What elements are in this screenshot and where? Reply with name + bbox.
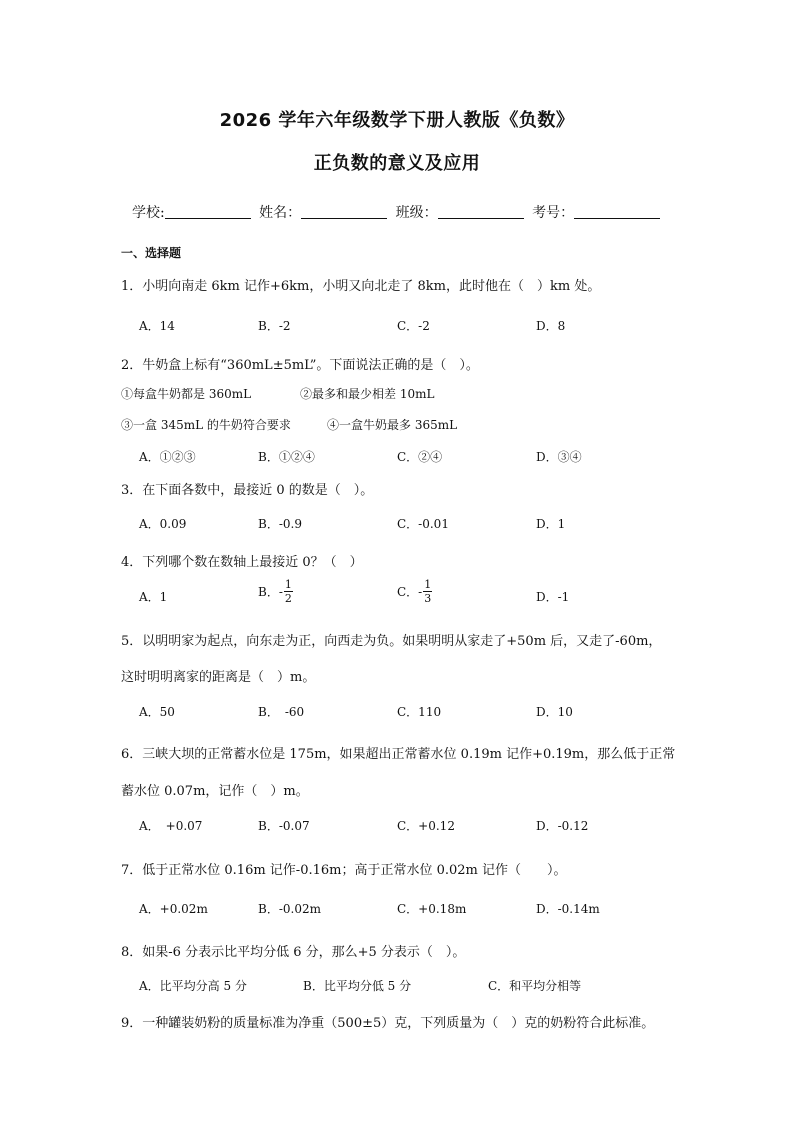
school-blank[interactable] bbox=[165, 204, 251, 219]
q2-option-d[interactable]: D．③④ bbox=[536, 450, 582, 464]
q3-option-c[interactable]: C．-0.01 bbox=[397, 517, 449, 531]
q2-option-a[interactable]: A．①②③ bbox=[139, 450, 196, 464]
section-title: 一、选择题 bbox=[121, 246, 182, 260]
name-label: 姓名： bbox=[259, 205, 302, 221]
q1-option-b[interactable]: B．-2 bbox=[258, 319, 291, 333]
q3-option-a[interactable]: A．0.09 bbox=[139, 517, 187, 531]
q4-option-a[interactable]: A．1 bbox=[139, 590, 168, 604]
q7-option-b[interactable]: B．-0.02m bbox=[258, 902, 321, 916]
question-1: 1．小明向南走 6km 记作+6km，小明又向北走了 8km，此时他在（ ）km 处。 bbox=[121, 279, 601, 294]
fraction bbox=[284, 578, 293, 605]
exam-number-blank[interactable] bbox=[574, 204, 660, 219]
q3-option-b[interactable]: B．-0.9 bbox=[258, 517, 302, 531]
q1-option-c[interactable]: C．-2 bbox=[397, 319, 430, 333]
fraction-denominator: 2 bbox=[284, 592, 292, 605]
q7-option-c[interactable]: C．+0.18m bbox=[397, 902, 467, 916]
q2-option-c[interactable]: C．②④ bbox=[397, 450, 443, 464]
question-5-line-1: 5．以明明家为起点，向东走为正，向西走为负。如果明明从家走了+50m 后，又走了-60m， bbox=[121, 634, 662, 649]
q2-statement-4: ④一盒牛奶最多 365mL bbox=[327, 418, 458, 432]
q5-option-a[interactable]: A．50 bbox=[139, 705, 175, 719]
q8-option-a[interactable]: A．比平均分高 5 分 bbox=[139, 979, 247, 993]
q2-statement-1: ①每盒牛奶都是 360mL bbox=[121, 387, 252, 401]
fraction-numerator: 1 bbox=[284, 578, 292, 591]
class-blank[interactable] bbox=[438, 204, 524, 219]
q4-option-b[interactable] bbox=[258, 578, 293, 605]
q6-option-d[interactable]: D．-0.12 bbox=[536, 819, 589, 833]
fraction-numerator: 1 bbox=[424, 578, 432, 591]
q4-option-b-label: B．- bbox=[258, 585, 283, 599]
q6-option-c[interactable]: C．+0.12 bbox=[397, 819, 455, 833]
q5-option-b[interactable]: B． -60 bbox=[258, 705, 305, 719]
q3-option-d[interactable]: D．1 bbox=[536, 517, 566, 531]
question-6-line-1: 6．三峡大坝的正常蓄水位是 175m，如果超出正常蓄水位 0.19m 记作+0.19m，那么低于正常 bbox=[121, 747, 676, 762]
question-2: 2．牛奶盒上标有“360mL±5mL”。下面说法正确的是（ ）。 bbox=[121, 358, 479, 373]
q2-option-b[interactable]: B．①②④ bbox=[258, 450, 315, 464]
q5-option-c[interactable]: C．110 bbox=[397, 705, 442, 719]
document-subtitle: 正负数的意义及应用 bbox=[313, 153, 481, 174]
q8-option-b[interactable]: B．比平均分低 5 分 bbox=[303, 979, 412, 993]
school-label: 学校: bbox=[132, 205, 165, 221]
q6-option-a[interactable]: A． +0.07 bbox=[139, 819, 203, 833]
fraction-denominator: 3 bbox=[424, 592, 432, 605]
question-9: 9．一种罐装奶粉的质量标准为净重（500±5）克，下列质量为（ ）克的奶粉符合此标准。 bbox=[121, 1016, 655, 1031]
q4-option-c[interactable] bbox=[397, 578, 432, 605]
q1-option-d[interactable]: D．8 bbox=[536, 319, 566, 333]
q7-option-d[interactable]: D．-0.14m bbox=[536, 902, 600, 916]
question-8: 8．如果-6 分表示比平均分低 6 分，那么+5 分表示（ ）。 bbox=[121, 945, 466, 960]
q6-option-b[interactable]: B．-0.07 bbox=[258, 819, 310, 833]
q4-option-d[interactable]: D．-1 bbox=[536, 590, 570, 604]
q5-option-d[interactable]: D．10 bbox=[536, 705, 573, 719]
question-5-line-2: 这时明明离家的距离是（ ）m。 bbox=[121, 670, 316, 685]
question-3: 3．在下面各数中，最接近 0 的数是（ ）。 bbox=[121, 483, 374, 498]
class-label: 班级： bbox=[395, 205, 438, 221]
q2-statement-2: ②最多和最少相差 10mL bbox=[300, 387, 435, 401]
fraction bbox=[423, 578, 432, 605]
q1-option-a[interactable]: A．14 bbox=[139, 319, 175, 333]
q8-option-c[interactable]: C．和平均分相等 bbox=[488, 979, 582, 993]
question-4: 4．下列哪个数在数轴上最接近 0？（ ） bbox=[121, 555, 363, 570]
question-6-line-2: 蓄水位 0.07m，记作（ ）m。 bbox=[121, 784, 309, 799]
name-blank[interactable] bbox=[301, 204, 387, 219]
student-info-line bbox=[132, 202, 664, 222]
document-title: 2026 学年六年级数学下册人教版《负数》 bbox=[219, 110, 575, 131]
question-7: 7．低于正常水位 0.16m 记作-0.16m；高于正常水位 0.02m 记作（ ）。 bbox=[121, 863, 567, 878]
q7-option-a[interactable]: A．+0.02m bbox=[139, 902, 208, 916]
q4-option-c-label: C．- bbox=[397, 585, 423, 599]
exam-number-label: 考号： bbox=[532, 205, 575, 221]
q2-statement-3: ③一盒 345mL 的牛奶符合要求 bbox=[121, 418, 291, 432]
